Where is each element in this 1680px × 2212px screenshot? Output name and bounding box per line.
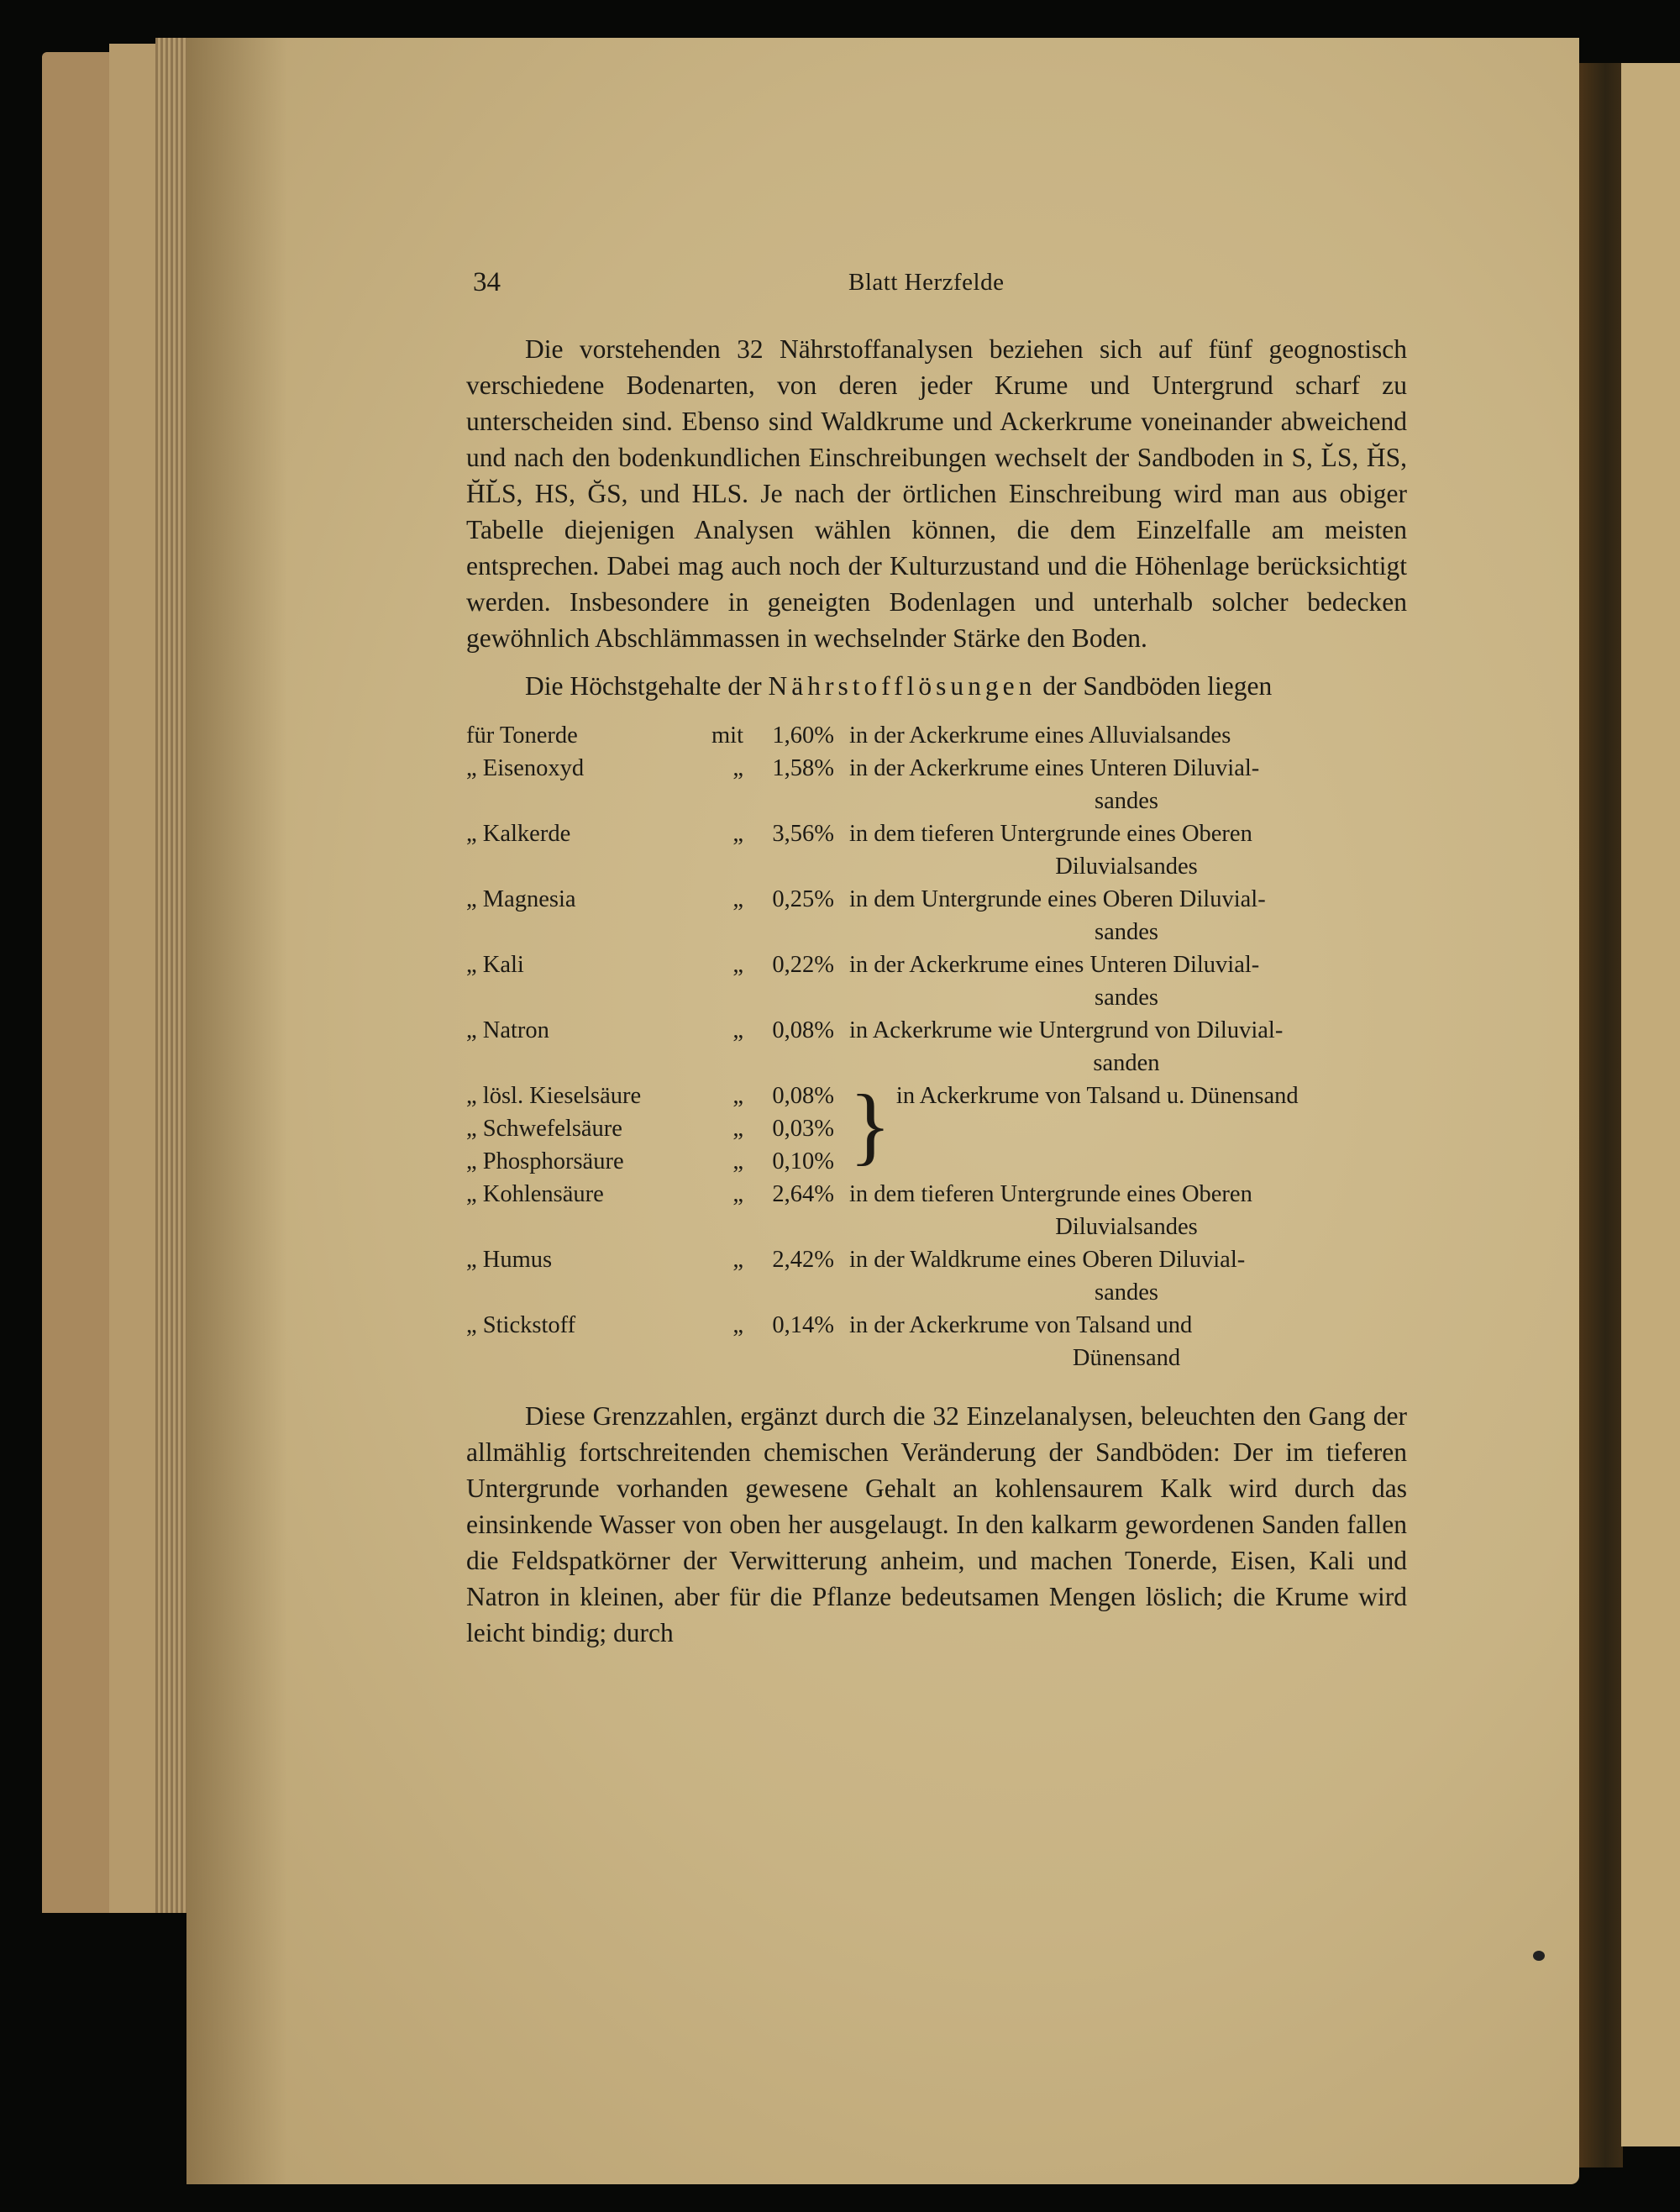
row-prefix: „ (466, 952, 477, 978)
row-connector: „ (732, 1083, 743, 1109)
substance-name: Phosphorsäure (482, 1148, 624, 1174)
row-prefix: „ (466, 1083, 477, 1109)
row-connector: mit (711, 722, 743, 749)
description-continuation: sandes (1095, 788, 1158, 814)
table-row (466, 1178, 1404, 1243)
table-row-label (466, 752, 703, 817)
row-description (849, 948, 1404, 1014)
substance-name: Schwefelsäure (482, 1116, 622, 1142)
value-percent: 0,14% (772, 1312, 834, 1338)
row-connector: „ (732, 1181, 743, 1207)
row-prefix: „ (466, 821, 477, 847)
row-connector: „ (732, 886, 743, 912)
page-text (466, 260, 1407, 1651)
row-connector: „ (732, 1017, 743, 1043)
description-continuation: Diluvialsandes (1055, 854, 1198, 880)
row-connector: „ (732, 1247, 743, 1273)
page-number: 34 (473, 267, 501, 297)
group-description: in Ackerkrume von Talsand u. Dünensand (895, 1083, 1299, 1109)
row-connector: „ (732, 1312, 743, 1338)
substance-name: Humus (482, 1247, 553, 1273)
paragraph-2-text: Die Höchstgehalte der (525, 671, 769, 701)
row-description (849, 883, 1404, 948)
value-percent: 2,42% (772, 1247, 834, 1273)
row-prefix: „ (466, 1148, 477, 1174)
substance-name: Magnesia (482, 886, 576, 912)
value-percent: 2,64% (772, 1181, 834, 1207)
row-description (849, 1178, 1404, 1243)
row-prefix: für (466, 722, 495, 749)
table-row (466, 1309, 1404, 1374)
substance-name: Eisenoxyd (482, 755, 585, 781)
page-stack-edge (155, 38, 189, 1913)
table-row (466, 719, 1404, 752)
description-text: in der Ackerkrume eines Unteren Diluvial- (849, 952, 1260, 978)
description-continuation: Dünensand (1072, 1345, 1181, 1371)
substance-name: Tonerde (499, 722, 578, 749)
table-row-label (466, 1309, 703, 1374)
description-text: in der Waldkrume eines Oberen Diluvial- (849, 1247, 1246, 1273)
substance-name: Kali (482, 952, 524, 978)
value-percent: 0,25% (772, 886, 834, 912)
table-row-label (466, 1080, 703, 1112)
value-percent: 0,10% (772, 1148, 834, 1174)
table-row-label (466, 1014, 703, 1080)
description-continuation: sanden (1093, 1050, 1160, 1076)
value-percent: 3,56% (772, 821, 834, 847)
table-row-label (466, 1112, 703, 1145)
row-prefix: „ (466, 1247, 477, 1273)
substance-name: Natron (482, 1017, 549, 1043)
page-binding-shadow (186, 38, 287, 2184)
row-connector: „ (732, 755, 743, 781)
row-description (849, 1014, 1404, 1080)
page-stack-edge (109, 44, 160, 1913)
page-header (466, 260, 1407, 307)
table-row-label (466, 1243, 703, 1309)
substance-name: Kalkerde (482, 821, 571, 847)
value-percent: 0,08% (772, 1083, 834, 1109)
paragraph-2 (466, 668, 1407, 704)
row-description (849, 1309, 1404, 1374)
table-row-label (466, 948, 703, 1014)
row-description (849, 1243, 1404, 1309)
row-prefix: „ (466, 886, 477, 912)
value-percent: 0,22% (772, 952, 834, 978)
table-row-label (466, 817, 703, 883)
table-row-label (466, 1145, 703, 1178)
table-row (466, 883, 1404, 948)
description-text: in Ackerkrume wie Untergrund von Diluvial- (849, 1017, 1284, 1043)
paragraph-1-text: Die vorstehenden 32 Nährstoffanalysen beziehen sich auf fünf geognostisch verschiedene Bodenarten, von deren jeder Krume und Untergrund scharf zu unterscheiden sind. Ebenso sind Waldkrume und Ackerkrume voneinander abweichend und nach den bodenkundlichen Einschreibungen wechselt der Sandboden in S, L̆S, H̆S, H̆L̆S, HS, ĞS, und HLS. Je nach der örtlichen Einschreibung wird man aus obiger Tabelle diejenigen Analysen wählen können, die dem Einzelfalle am meisten entsprechen. Dabei mag auch noch der Kulturzustand und die Höhenlage berücksichtigt werden. Insbesondere in geneigten Bodenlagen und unterhalb solcher bedecken gewöhnlich Abschlämmassen in wechselnder Stärke den Boden. (466, 334, 1407, 653)
table-row-label (466, 1178, 703, 1243)
description-text: in dem tieferen Untergrunde eines Oberen (849, 1181, 1252, 1207)
row-connector: „ (732, 952, 743, 978)
table-row (466, 948, 1404, 1014)
table-row-label (466, 719, 703, 752)
row-description (849, 817, 1404, 883)
row-connector: „ (732, 1116, 743, 1142)
page-stack-edge (42, 52, 113, 1913)
description-continuation: Diluvialsandes (1055, 1214, 1198, 1240)
description-text: in dem Untergrunde eines Oberen Diluvial- (849, 886, 1266, 912)
description-text: in dem tieferen Untergrunde eines Oberen (849, 821, 1252, 847)
facing-page-edge (1621, 63, 1680, 2146)
row-description (849, 719, 1404, 752)
paragraph-1 (466, 331, 1407, 656)
description-text: in der Ackerkrume eines Unteren Diluvial- (849, 755, 1260, 781)
value-percent: 1,58% (772, 755, 834, 781)
table-row (466, 1014, 1404, 1080)
book-gutter (1579, 63, 1623, 2167)
value-percent: 0,08% (772, 1017, 834, 1043)
description-continuation: sandes (1095, 1279, 1158, 1306)
table-row (466, 1080, 1404, 1112)
value-percent: 1,60% (772, 722, 834, 749)
row-connector: „ (732, 821, 743, 847)
value-percent: 0,03% (772, 1116, 834, 1142)
curly-brace: } (849, 1077, 891, 1174)
row-prefix: „ (466, 1312, 477, 1338)
row-prefix: „ (466, 1017, 477, 1043)
running-title: Blatt Herzfelde (848, 269, 1005, 296)
description-continuation: sandes (1095, 919, 1158, 945)
paragraph-3 (466, 1398, 1407, 1651)
table-row-label (466, 883, 703, 948)
row-prefix: „ (466, 755, 477, 781)
substance-name: Stickstoff (482, 1312, 576, 1338)
description-text: in der Ackerkrume eines Alluvialsandes (849, 722, 1231, 749)
substance-name: lösl. Kieselsäure (482, 1083, 642, 1109)
table-row (466, 817, 1404, 883)
substance-name: Kohlensäure (482, 1181, 604, 1207)
table-row (466, 752, 1404, 817)
table-row (466, 1243, 1404, 1309)
emphasized-term: Nährstofflösungen (768, 671, 1037, 701)
paragraph-3-text: Diese Grenzzahlen, ergänzt durch die 32 Einzelanalysen, beleuchten den Gang der allmählig fortschreitenden chemischen Veränderung der Sandböden: Der im tieferen Untergrunde vorhanden gewesene Gehalt an kohlensaurem Kalk wird durch das einsinkende Wasser von oben her ausgelaugt. In den kalkarm gewordenen Sanden fallen die Feldspatkörner der Verwitterung anheim, und machen Tonerde, Eisen, Kali und Natron in kleinen, aber für die Pflanze bedeutsamen Mengen löslich; die Krume wird leicht bindig; durch (466, 1401, 1407, 1647)
row-prefix: „ (466, 1181, 477, 1207)
description-continuation: sandes (1095, 985, 1158, 1011)
row-connector: „ (732, 1148, 743, 1174)
row-description (849, 752, 1404, 817)
ink-spot (1533, 1951, 1545, 1961)
row-prefix: „ (466, 1116, 477, 1142)
paragraph-2-text: der Sandböden liegen (1036, 671, 1273, 701)
description-text: in der Ackerkrume von Talsand und (849, 1312, 1193, 1338)
nutrient-maxima-table (466, 719, 1404, 1374)
